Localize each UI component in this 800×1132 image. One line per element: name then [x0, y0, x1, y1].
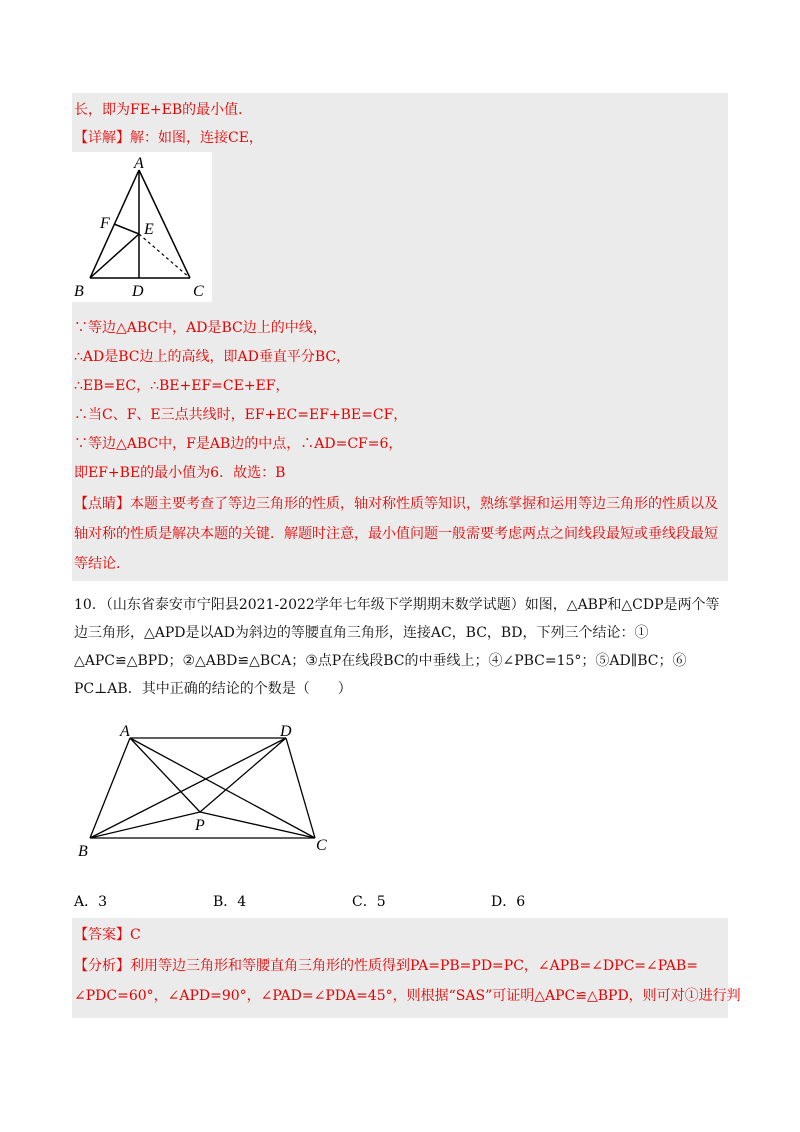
question-line-2: 边三角形，△APD是以AD为斜边的等腰直角三角形，连接AC，BC，BD，下列三个结论：① [74, 625, 649, 641]
fig1-label-c: C [193, 283, 204, 300]
analysis-line-1 [74, 956, 698, 976]
comment-line-3: 等结论. [74, 556, 121, 572]
option-a[interactable]: A．3 [74, 894, 108, 910]
comment-text-1: 本题主要考查了等边三角形的性质，轴对称性质等知识，熟练掌握和运用等边三角形的性质以及 [130, 496, 718, 512]
answer-line [74, 925, 141, 945]
quadrilateral-figure [72, 716, 342, 866]
solution-line-1: 长，即为FE+EB的最小值． [74, 102, 253, 118]
detail-tag: 【详解】 [74, 130, 130, 146]
fig2-label-p: P [195, 817, 205, 834]
option-d[interactable]: D．6 [491, 894, 526, 910]
step-5: ∵等边△ABC中，F是AB边的中点，∴AD=CF=6， [74, 436, 403, 452]
fig1-label-f: F [100, 215, 110, 232]
step-2: ∴AD是BC边上的高线，即AD垂直平分BC， [74, 349, 351, 365]
option-c[interactable]: C．5 [352, 894, 386, 910]
detail-line [74, 128, 263, 148]
fig1-label-d: D [132, 283, 144, 300]
comment-line-1 [74, 494, 718, 514]
analysis-line-2: ∠PDC=60°，∠APD=90°，∠PAD=∠PDA=45°，则根据“SAS”可证明△APC≌△BPD，则可对①进行判 [74, 988, 741, 1004]
question-line-3: △APC≌△BPD；②△ABD≌△BCA；③点P在线段BC的中垂线上；④∠PBC=15°；⑤AD∥BC；⑥ [74, 653, 687, 669]
detail-text: 解：如图，连接CE， [130, 130, 263, 146]
comment-line-2: 轴对称的性质是解决本题的关键．解题时注意，最小值问题一般需要考虑两点之间线段最短或垂线段最短 [74, 526, 718, 542]
fig1-label-a: A [134, 155, 144, 172]
comment-tag: 【点睛】 [74, 496, 130, 512]
question-line-4: PC⊥AB．其中正确的结论的个数是（ ） [74, 681, 352, 697]
analysis-text-1: 利用等边三角形和等腰直角三角形的性质得到PA=PB=PD=PC，∠APB=∠DPC=∠PAB= [130, 958, 699, 974]
fig2-label-d: D [280, 723, 292, 740]
answer-value: C [130, 927, 141, 943]
analysis-tag: 【分析】 [74, 958, 130, 974]
step-6: 即EF+BE的最小值为6．故选：B [74, 465, 286, 481]
fig1-label-e: E [144, 221, 154, 238]
question-line-1: 10．（山东省泰安市宁阳县2021-2022学年七年级下学期期末数学试题）如图，△ABP和△CDP是两个等 [74, 597, 720, 613]
triangle-figure [72, 152, 212, 302]
step-1: ∵等边△ABC中，AD是BC边上的中线， [74, 320, 327, 336]
fig1-label-b: B [74, 283, 84, 300]
step-3: ∴EB=EC，∴BE+EF=CE+EF， [74, 378, 290, 394]
fig2-label-c: C [316, 837, 327, 854]
fig2-label-a: A [120, 723, 130, 740]
step-4: ∴当C、F、E三点共线时，EF+EC=EF+BE=CF， [74, 407, 408, 423]
answer-tag: 【答案】 [74, 927, 130, 943]
fig2-label-b: B [78, 843, 88, 860]
option-b[interactable]: B．4 [213, 894, 247, 910]
